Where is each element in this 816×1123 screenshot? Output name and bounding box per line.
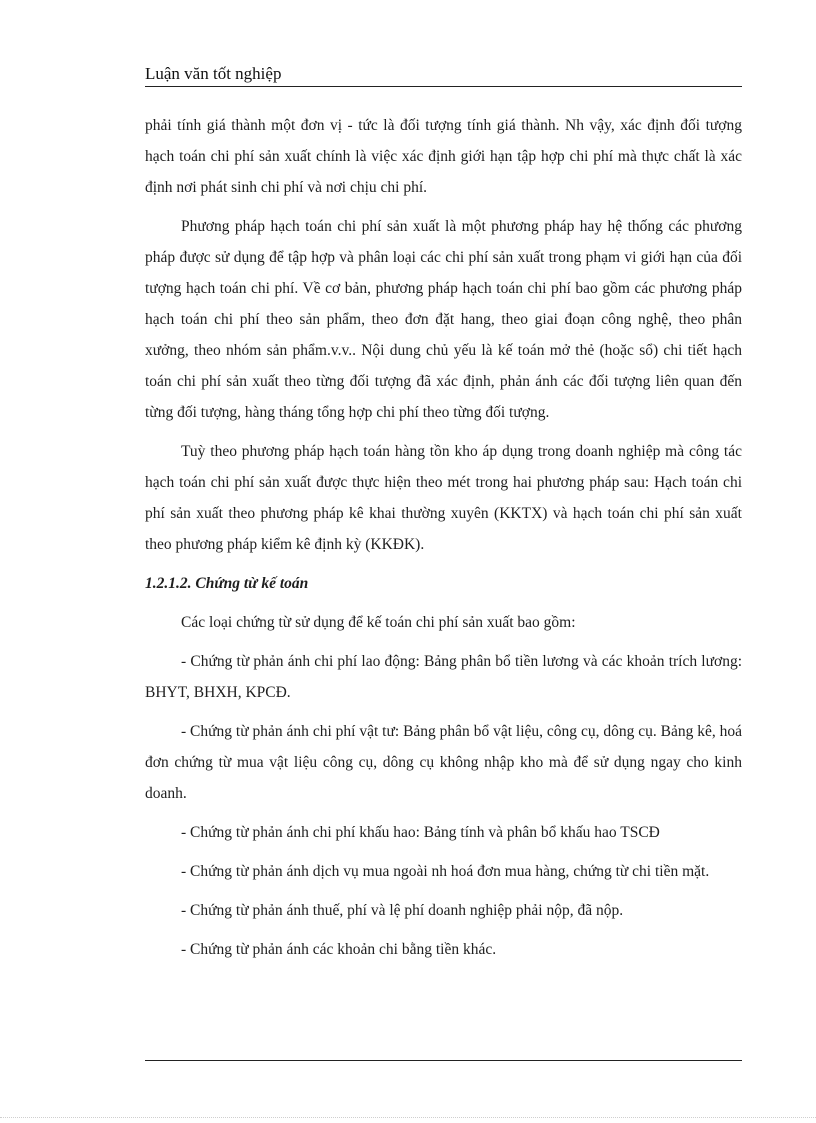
header-divider (145, 86, 742, 87)
list-item-labor-cost: - Chứng từ phản ánh chi phí lao động: Bảng phân bổ tiền lương và các khoản trích lương: BHYT, BHXH, KPCĐ. (145, 653, 742, 701)
section-heading: 1.2.1.2. Chứng từ kế toán (145, 575, 309, 592)
paragraph-document-types-intro: Các loại chứng từ sử dụng để kế toán chi phí sản xuất bao gồm: (181, 614, 576, 631)
list-item-depreciation: - Chứng từ phản ánh chi phí khấu hao: Bảng tính và phân bổ khấu hao TSCĐ (181, 824, 660, 841)
list-item-taxes-fees: - Chứng từ phản ánh thuế, phí và lệ phí doanh nghiệp phải nộp, đã nộp. (181, 902, 624, 919)
paragraph-method: Phương pháp hạch toán chi phí sản xuất là một phương pháp hay hệ thống các phương pháp được sử dụng để tập hợp và phân loại các chi phí sản xuất trong phạm vi giới hạn của đối tượng hạch toán chi phí. Về cơ bản, phương pháp hạch toán chi phí bao gồm các phương pháp hạch toán chi phí theo sản phẩm, theo đơn đặt hang, theo giai đoạn công nghệ, theo phân xưởng, theo nhóm sản phẩm.v.v.. Nội dung chủ yếu là kế toán mở thẻ (hoặc sổ) chi tiết hạch toán chi phí sản xuất theo từng đối tượng đã xác định, phản ánh các đối tượng liên quan đến từng đối tượng, hàng tháng tổng hợp chi phí theo từng đối tượng. (145, 218, 742, 421)
page-header-title: Luận văn tốt nghiệp (145, 64, 282, 83)
paragraph-inventory-method: Tuỳ theo phương pháp hạch toán hàng tồn kho áp dụng trong doanh nghiệp mà công tác hạch toán chi phí sản xuất được thực hiện theo mét trong hai phương pháp sau: Hạch toán chi phí sản xuất theo phương pháp kê khai thường xuyên (KKTX) và hạch toán chi phí sản xuất theo phương pháp kiểm kê định kỳ (KKĐK). (145, 443, 742, 553)
document-body (145, 110, 742, 973)
list-item-material-cost: - Chứng từ phản ánh chi phí vật tư: Bảng phân bổ vật liệu, công cụ, dông cụ. Bảng kê, hoá đơn chứng từ mua vật liệu công cụ, dông cụ không nhập kho mà để sử dụng ngay cho kinh doanh. (145, 723, 742, 802)
page-bottom-edge (0, 1117, 816, 1118)
paragraph-continuation: phải tính giá thành một đơn vị - tức là đối tượng tính giá thành. Nh vậy, xác định đối tượng hạch toán chi phí sản xuất chính là việc xác định giới hạn tập hợp chi phí mà thực chất là xác định nơi phát sinh chi phí và nơi chịu chi phí. (145, 117, 742, 196)
footer-divider (145, 1060, 742, 1061)
list-item-outsourced-services: - Chứng từ phản ánh dịch vụ mua ngoài nh hoá đơn mua hàng, chứng từ chi tiền mặt. (181, 863, 710, 880)
list-item-other-cash: - Chứng từ phản ánh các khoản chi bằng tiền khác. (181, 941, 497, 958)
